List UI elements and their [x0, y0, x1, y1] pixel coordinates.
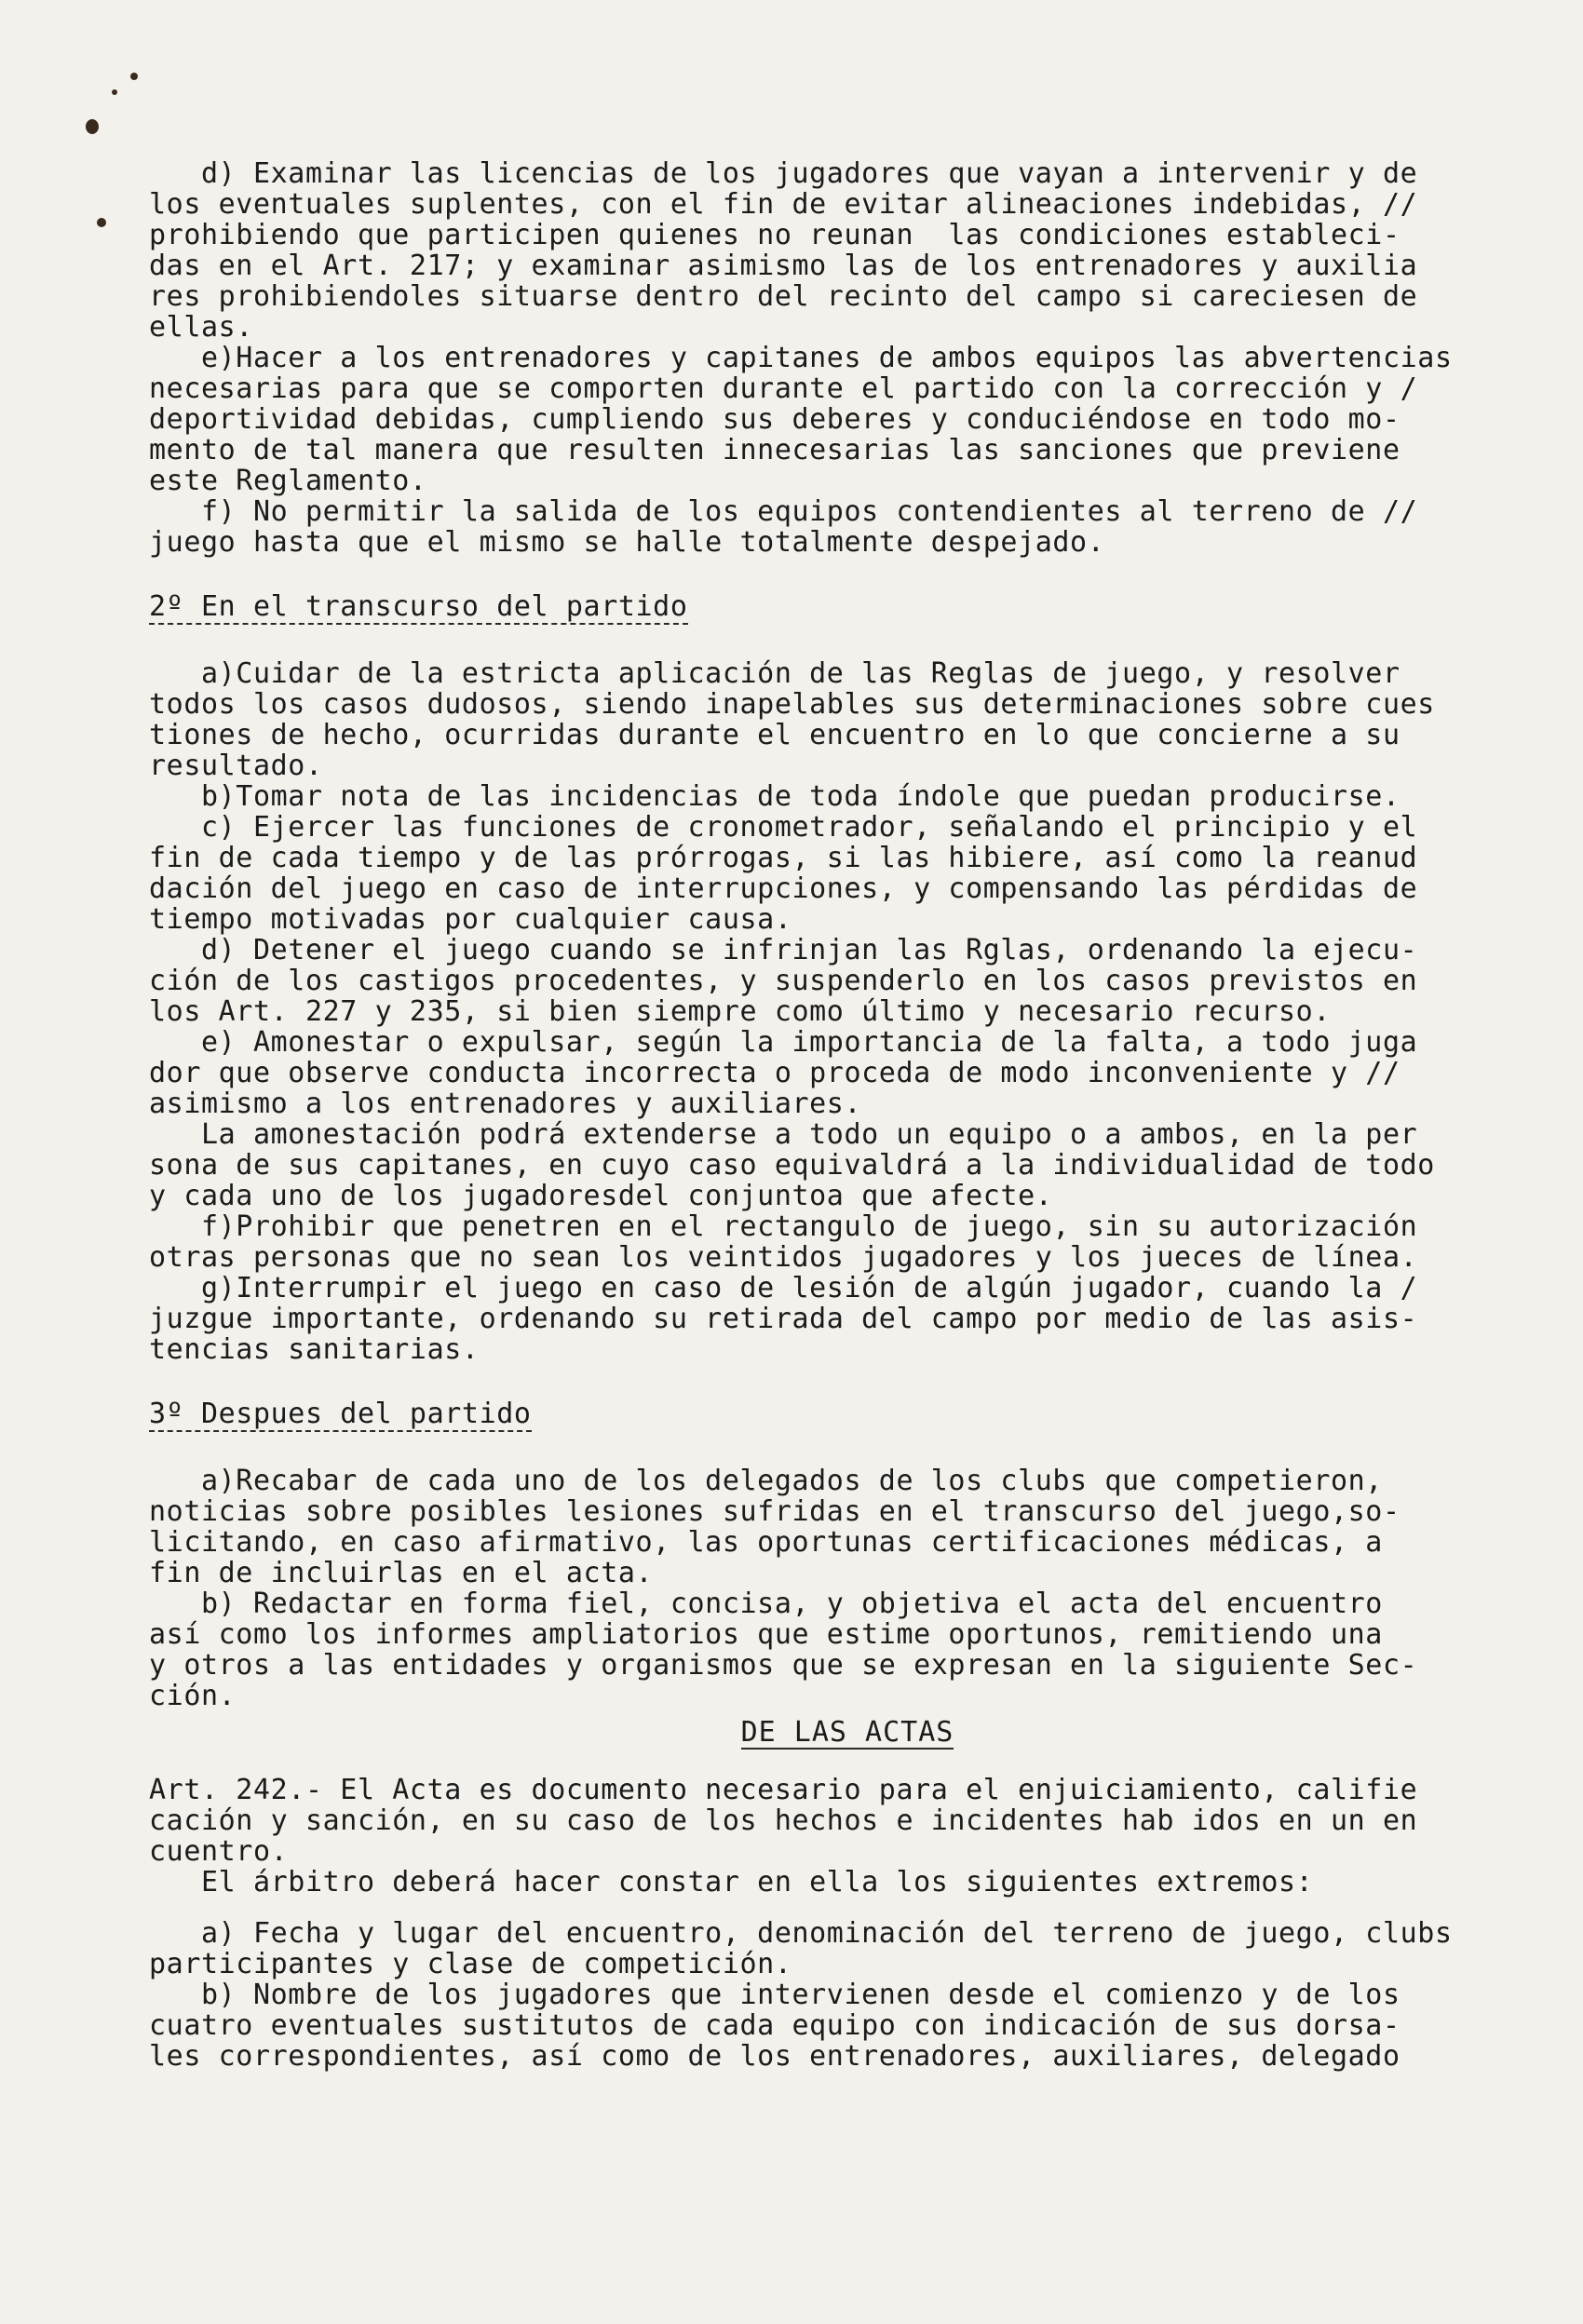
document-body: [149, 158, 1546, 2072]
text-line: sona de sus capitanes, en cuyo caso equivaldrá a la individualidad de todo: [149, 1149, 1435, 1182]
text-line: b)Tomar nota de las incidencias de toda índole que puedan producirse.: [149, 780, 1400, 813]
text-line: participantes y clase de competición.: [149, 1948, 792, 1980]
text-line: e)Hacer a los entrenadores y capitanes de ambos equipos las abvertencias: [149, 342, 1453, 374]
text-line: y otros a las entidades y organismos que se expresan en la siguiente Sec-: [149, 1649, 1418, 1682]
text-line: b) Redactar en forma fiel, concisa, y objetiva el acta del encuentro: [149, 1588, 1383, 1620]
text-line: todos los casos dudosos, siendo inapelables sus determinaciones sobre cues: [149, 688, 1435, 721]
text-line: licitando, en caso afirmativo, las oportunas certificaciones médicas, a: [149, 1526, 1383, 1559]
text-line: a)Recabar de cada uno de los delegados de los clubs que competieron,: [149, 1465, 1383, 1497]
text-line: tiempo motivadas por cualquier causa.: [149, 903, 792, 936]
text-line: mento de tal manera que resulten innecesarias las sanciones que previene: [149, 434, 1400, 466]
ink-blot: [130, 73, 138, 80]
text-line: y cada uno de los jugadoresdel conjuntoa que afecte.: [149, 1180, 1053, 1212]
section-4-paragraphs: [149, 1775, 1546, 1898]
heading-actas: DE LAS ACTAS: [740, 1716, 954, 1749]
section-5-paragraphs: [149, 1918, 1546, 2072]
text-line: juego hasta que el mismo se halle totalmente despejado.: [149, 526, 1105, 559]
text-line: tencias sanitarias.: [149, 1333, 480, 1366]
text-line: prohibiendo que participen quienes no reunan las condiciones estableci-: [149, 219, 1400, 251]
text-line: dor que observe conducta incorrecta o proceda de modo inconveniente y //: [149, 1057, 1400, 1089]
text-line: así como los informes ampliatorios que estime oportunos, remitiendo una: [149, 1618, 1383, 1651]
text-line: ellas.: [149, 311, 253, 344]
text-line: juzgue importante, ordenando su retirada del campo por medio de las asis-: [149, 1303, 1418, 1335]
text-line: El árbitro deberá hacer constar en ella los siguientes extremos:: [149, 1866, 1314, 1898]
section-1-paragraphs: [149, 158, 1546, 558]
text-line: g)Interrumpir el juego en caso de lesión de algún jugador, cuando la /: [149, 1272, 1418, 1304]
text-line: resultado.: [149, 750, 323, 782]
text-line: f) No permitir la salida de los equipos contendientes al terreno de //: [149, 495, 1418, 528]
text-line: necesarias para que se comporten durante el partido con la corrección y /: [149, 372, 1418, 405]
heading-actas-wrap: [149, 1717, 1546, 1754]
text-line: tiones de hecho, ocurridas durante el encuentro en lo que concierne a su: [149, 719, 1400, 751]
text-line: fin de cada tiempo y de las prórrogas, si las hibiere, así como la reanud: [149, 842, 1418, 874]
text-line: les correspondientes, así como de los entrenadores, auxiliares, delegado: [149, 2040, 1400, 2073]
text-line: e) Amonestar o expulsar, según la importancia de la falta, a todo juga: [149, 1026, 1418, 1059]
text-line: fin de incluirlas en el acta.: [149, 1557, 654, 1589]
text-line: asimismo a los entrenadores y auxiliares.: [149, 1088, 862, 1120]
text-line: d) Examinar las licencias de los jugadores que vayan a intervenir y de: [149, 157, 1418, 190]
text-line: ción de los castigos procedentes, y suspenderlo en los casos previstos en: [149, 965, 1418, 997]
text-line: res prohibiendoles situarse dentro del recinto del campo si careciesen de: [149, 280, 1418, 313]
text-line: b) Nombre de los jugadores que intervienen desde el comienzo y de los: [149, 1979, 1400, 2011]
text-line: d) Detener el juego cuando se infrinjan las Rglas, ordenando la ejecu-: [149, 934, 1418, 966]
text-line: noticias sobre posibles lesiones sufridas en el transcurso del juego,so-: [149, 1495, 1400, 1528]
text-line: otras personas que no sean los veintidos jugadores y los jueces de línea.: [149, 1241, 1418, 1274]
ink-blot: [112, 89, 117, 95]
text-line: a)Cuidar de la estricta aplicación de las Reglas de juego, y resolver: [149, 657, 1400, 690]
text-line: cuatro eventuales sustitutos de cada equipo con indicación de sus dorsa-: [149, 2009, 1400, 2042]
text-line: La amonestación podrá extenderse a todo un equipo o a ambos, en la per: [149, 1118, 1418, 1151]
heading-after-match: 3º Despues del partido: [149, 1398, 532, 1430]
ink-blot: [97, 218, 106, 227]
section-2-paragraphs: [149, 658, 1546, 1365]
text-line: ción.: [149, 1680, 237, 1712]
text-line: cuentro.: [149, 1835, 289, 1868]
text-line: dación del juego en caso de interrupciones, y compensando las pérdidas de: [149, 872, 1418, 905]
ink-blot: [86, 119, 99, 134]
text-line: das en el Art. 217; y examinar asimismo las de los entrenadores y auxilia: [149, 250, 1418, 282]
text-line: deportividad debidas, cumpliendo sus deberes y conduciéndose en todo mo-: [149, 403, 1400, 436]
text-line: los Art. 227 y 235, si bien siempre como último y necesario recurso.: [149, 995, 1331, 1028]
heading-during-match: 2º En el transcurso del partido: [149, 590, 688, 623]
text-line: f)Prohibir que penetren en el rectangulo de juego, sin su autorización: [149, 1210, 1418, 1243]
text-line: Art. 242.- El Acta es documento necesario para el enjuiciamiento, califie: [149, 1774, 1418, 1806]
text-line: c) Ejercer las funciones de cronometrador, señalando el principio y el: [149, 811, 1418, 844]
text-line: cación y sanción, en su caso de los hechos e incidentes hab idos en un en: [149, 1804, 1418, 1837]
text-line: los eventuales suplentes, con el fin de evitar alineaciones indebidas, //: [149, 188, 1418, 221]
text-line: a) Fecha y lugar del encuentro, denominación del terreno de juego, clubs: [149, 1917, 1453, 1950]
section-3-paragraphs: [149, 1466, 1546, 1711]
text-line: este Reglamento.: [149, 465, 427, 497]
